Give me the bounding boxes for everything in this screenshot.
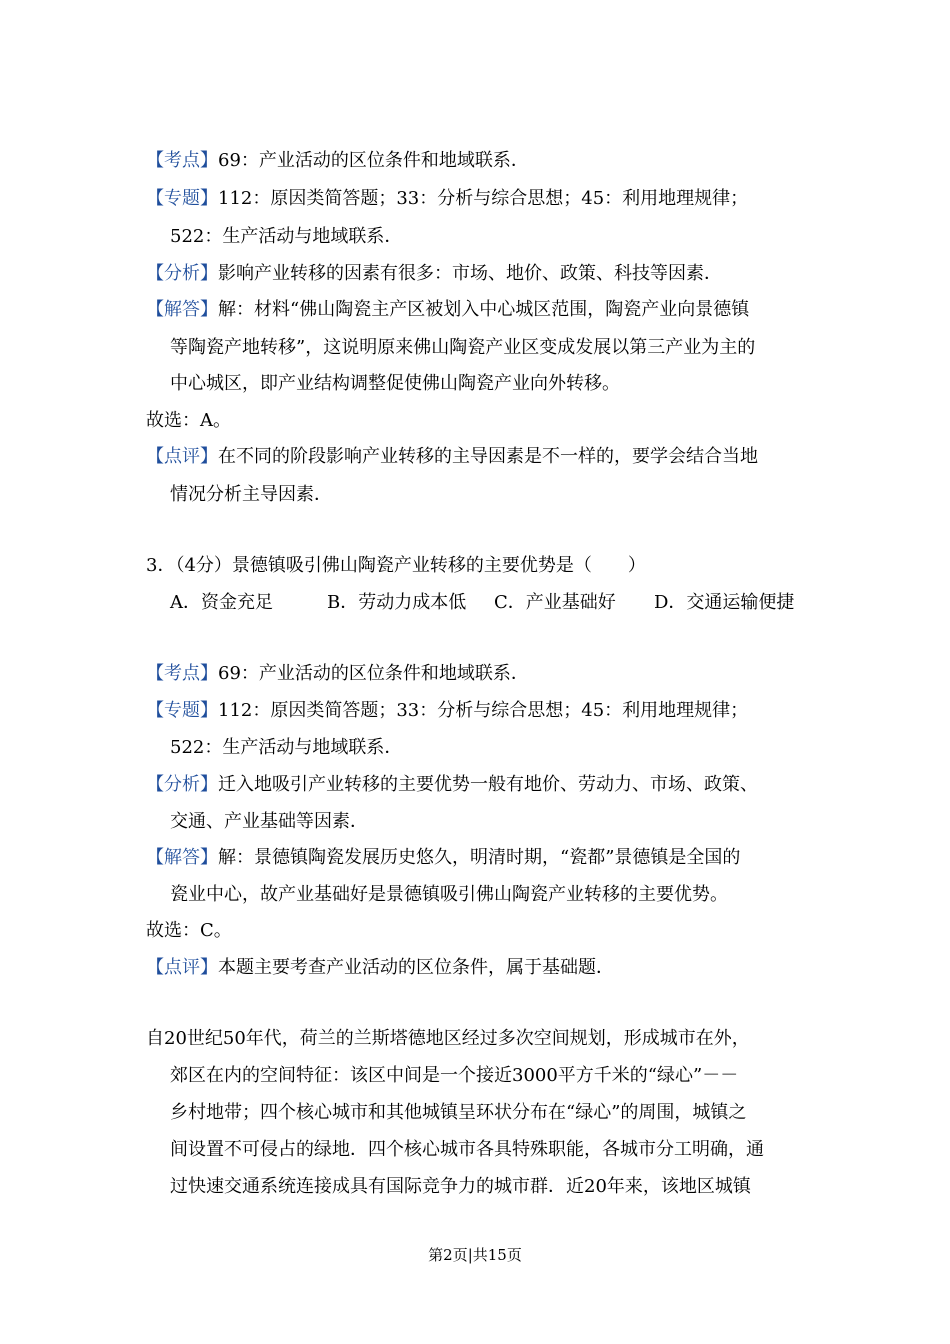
- fenxi-line: [146, 772, 758, 798]
- dianping-line: [146, 955, 614, 981]
- fenxi-text-cont: 交通、产业基础等因素．: [170, 811, 368, 832]
- dianping-line: [146, 444, 758, 470]
- dianping-tag: 【点评】: [146, 446, 218, 467]
- passage-line: 过快速交通系统连接成具有国际竞争力的城市群．近20年来，该地区城镇: [170, 1176, 751, 1197]
- zhuanti-text-cont: 522：生产活动与地域联系．: [170, 737, 403, 758]
- question-stem: 3．（4分）景德镇吸引佛山陶瓷产业转移的主要优势是（ ）: [146, 555, 646, 576]
- page-number: 第2页|共15页: [428, 1246, 522, 1264]
- passage-line: 乡村地带；四个核心城市和其他城镇呈环状分布在“绿心”的周围，城镇之: [170, 1102, 747, 1123]
- jieda-line: [146, 845, 740, 871]
- dianping-text: 本题主要考查产业活动的区位条件，属于基础题．: [218, 957, 614, 978]
- fenxi-tag: 【分析】: [146, 774, 218, 795]
- passage-line: 郊区在内的空间特征：该区中间是一个接近3000平方千米的“绿心”－－: [170, 1065, 739, 1086]
- kaodian-tag: 【考点】: [146, 663, 218, 684]
- jieda-text-cont: 瓷业中心，故产业基础好是景德镇吸引佛山陶瓷产业转移的主要优势。: [170, 884, 728, 905]
- jieda-line: [146, 297, 749, 323]
- zhuanti-tag: 【专题】: [146, 188, 218, 209]
- zhuanti-line: [146, 186, 748, 212]
- kaodian-tag: 【考点】: [146, 150, 218, 171]
- zhuanti-text: 112：原因类简答题；33：分析与综合思想；45：利用地理规律；: [218, 700, 749, 721]
- jieda-text-cont: 等陶瓷产地转移”，这说明原来佛山陶瓷产业区变成发展以第三产业为主的: [170, 337, 756, 358]
- answer-choice: 故选：A。: [146, 410, 231, 431]
- jieda-text-cont: 中心城区，即产业结构调整促使佛山陶瓷产业向外转移。: [170, 373, 620, 394]
- kaodian-text: 69：产业活动的区位条件和地域联系．: [218, 663, 529, 684]
- jieda-text: 解：景德镇陶瓷发展历史悠久，明清时期，“瓷都”景德镇是全国的: [218, 847, 741, 868]
- fenxi-line: [146, 261, 722, 287]
- jieda-tag: 【解答】: [146, 299, 218, 320]
- jieda-text: 解：材料“佛山陶瓷主产区被划入中心城区范围，陶瓷产业向景德镇: [218, 299, 750, 320]
- option-a: A．资金充足: [170, 592, 273, 613]
- zhuanti-text: 112：原因类简答题；33：分析与综合思想；45：利用地理规律；: [218, 188, 749, 209]
- fenxi-text: 迁入地吸引产业转移的主要优势一般有地价、劳动力、市场、政策、: [218, 774, 758, 795]
- passage-line: 间设置不可侵占的绿地．四个核心城市各具特殊职能，各城市分工明确，通: [170, 1139, 764, 1160]
- zhuanti-line: [146, 698, 748, 724]
- jieda-tag: 【解答】: [146, 847, 218, 868]
- kaodian-text: 69：产业活动的区位条件和地域联系．: [218, 150, 529, 171]
- dianping-text-cont: 情况分析主导因素．: [170, 484, 332, 505]
- zhuanti-tag: 【专题】: [146, 700, 218, 721]
- kaodian-line: [146, 148, 529, 174]
- kaodian-line: [146, 661, 529, 687]
- fenxi-tag: 【分析】: [146, 263, 218, 284]
- option-b: B．劳动力成本低: [327, 592, 467, 613]
- dianping-text: 在不同的阶段影响产业转移的主导因素是不一样的，要学会结合当地: [218, 446, 758, 467]
- zhuanti-text-cont: 522：生产活动与地域联系．: [170, 226, 403, 247]
- passage-line: 自20世纪50年代，荷兰的兰斯塔德地区经过多次空间规划，形成城市在外，: [146, 1028, 750, 1049]
- option-d: D．交通运输便捷: [654, 592, 795, 613]
- option-c: C．产业基础好: [494, 592, 616, 613]
- answer-choice: 故选：C。: [146, 920, 232, 941]
- dianping-tag: 【点评】: [146, 957, 218, 978]
- fenxi-text: 影响产业转移的因素有很多：市场、地价、政策、科技等因素．: [218, 263, 722, 284]
